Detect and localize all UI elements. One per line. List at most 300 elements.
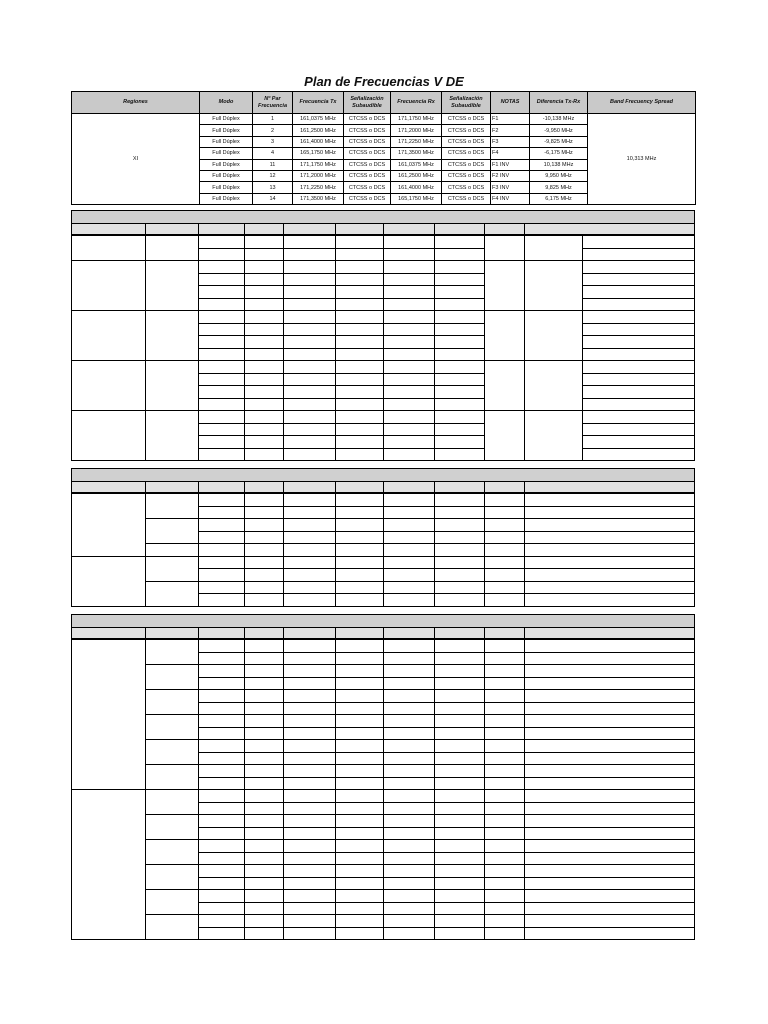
blank-header-cell [484,224,524,236]
blank-cell [384,298,435,311]
blank-cell [245,865,284,878]
blank-cell [284,827,336,840]
blank-cell [146,690,199,715]
blank-cell [582,448,694,461]
blank-cell [524,677,694,690]
blank-cell [146,411,199,461]
blank-cell [245,815,284,828]
blank-cell [146,765,199,790]
blank-cell [582,386,694,399]
blank-cell [435,915,484,928]
blank-cell [284,323,336,336]
blank-table-1 [71,210,695,461]
blank-cell [336,386,384,399]
blank-cell [524,727,694,740]
blank-cell [384,890,435,903]
frecuencia-tx-cell: 161,0375 MHz [293,114,344,125]
blank-cell [284,639,336,652]
blank-cell [484,569,524,582]
blank-cell [582,235,694,248]
blank-cell [384,336,435,349]
blank-cell [245,273,284,286]
blank-header-cell [245,482,284,494]
blank-cell [484,544,524,557]
blank-cell [524,802,694,815]
blank-cell [384,690,435,703]
blank-cell [524,652,694,665]
blank-cell [384,752,435,765]
blank-row [72,493,695,506]
blank-cell [146,519,199,544]
blank-cell [245,877,284,890]
blank-cell [336,411,384,424]
blank-cell [199,298,245,311]
blank-cell [384,581,435,594]
blank-cell [524,544,694,557]
blank-cell [336,298,384,311]
frecuencia-rx-cell: 171,1750 MHz [391,114,442,125]
blank-cell [284,815,336,828]
blank-cell [284,436,336,449]
blank-cell [484,311,524,361]
blank-cell [484,777,524,790]
blank-cell [199,890,245,903]
blank-cell [582,261,694,274]
blank-cell [284,727,336,740]
blank-cell [384,765,435,778]
blank-cell [435,677,484,690]
blank-cell [284,777,336,790]
blank-cell [199,827,245,840]
blank-cell [384,531,435,544]
blank-cell [484,877,524,890]
blank-cell [336,639,384,652]
blank-cell [484,581,524,594]
blank-cell [582,411,694,424]
blank-cell [336,273,384,286]
blank-cell [484,740,524,753]
blank-cell [245,436,284,449]
blank-cell [336,815,384,828]
blank-cell [484,493,524,506]
blank-cell [284,556,336,569]
blank-cell [245,361,284,374]
par-cell: 11 [253,159,293,170]
blank-cell [435,423,484,436]
blank-cell [245,323,284,336]
blank-cell [199,740,245,753]
blank-cell [484,261,524,311]
blank-band [72,615,695,628]
blank-cell [524,715,694,728]
blank-header-cell [284,628,336,640]
diferencia-cell: -6,175 MHz [530,148,588,159]
senalizacion-rx-cell: CTCSS o DCS [442,193,491,204]
blank-cell [199,544,245,557]
blank-cell [284,865,336,878]
blank-cell [484,690,524,703]
senalizacion-tx-cell: CTCSS o DCS [344,136,391,147]
par-cell: 14 [253,193,293,204]
header-modo: Modo [200,92,253,114]
blank-cell [384,436,435,449]
blank-cell [435,594,484,607]
blank-cell [336,336,384,349]
blank-row [72,519,695,532]
blank-header-cell [384,482,435,494]
blank-cell [524,311,582,361]
blank-cell [284,690,336,703]
header-notas: NOTAS [491,92,530,114]
blank-cell [245,373,284,386]
blank-cell [384,702,435,715]
blank-cell [336,348,384,361]
blank-cell [524,765,694,778]
blank-cell [245,544,284,557]
blank-cell [582,323,694,336]
senalizacion-tx-cell: CTCSS o DCS [344,170,391,181]
notas-cell: F4 [491,148,530,159]
blank-cell [199,665,245,678]
blank-cell [336,677,384,690]
blank-cell [435,702,484,715]
blank-cell [524,594,694,607]
blank-cell [435,840,484,853]
blank-cell [582,436,694,449]
notas-cell: F4 INV [491,193,530,204]
blank-cell [336,777,384,790]
blank-row [72,544,695,557]
blank-cell [484,765,524,778]
blank-cell [199,531,245,544]
blank-cell [245,852,284,865]
blank-cell [336,373,384,386]
blank-header-cell [384,224,435,236]
blank-cell [524,519,694,532]
blank-cell [245,802,284,815]
blank-cell [524,235,582,261]
blank-row [72,411,695,424]
blank-cell [384,448,435,461]
blank-cell [199,556,245,569]
blank-row [72,235,695,248]
blank-cell [484,556,524,569]
blank-cell [199,902,245,915]
blank-cell [435,827,484,840]
blank-cell [72,639,146,790]
blank-cell [336,927,384,940]
blank-cell [524,877,694,890]
blank-header-cell [336,628,384,640]
frecuencia-tx-cell: 171,1750 MHz [293,159,344,170]
blank-cell [284,740,336,753]
blank-cell [284,519,336,532]
blank-cell [245,765,284,778]
blank-cell [199,865,245,878]
modo-cell: Full Dúplex [200,159,253,170]
blank-cell [245,386,284,399]
header-band-spread: Band Frecuency Spread [588,92,696,114]
blank-cell [146,915,199,940]
blank-header-cell [435,628,484,640]
par-cell: 12 [253,170,293,181]
blank-header-cell [199,224,245,236]
blank-cell [245,752,284,765]
blank-cell [199,361,245,374]
blank-cell [336,519,384,532]
blank-cell [199,448,245,461]
blank-cell [435,815,484,828]
blank-cell [284,902,336,915]
blank-cell [524,411,582,461]
blank-cell [582,361,694,374]
blank-cell [524,702,694,715]
blank-table-2 [71,468,695,607]
blank-cell [484,665,524,678]
blank-row [72,639,695,652]
blank-cell [245,639,284,652]
senalizacion-rx-cell: CTCSS o DCS [442,170,491,181]
blank-cell [199,273,245,286]
blank-cell [435,581,484,594]
blank-cell [199,398,245,411]
senalizacion-rx-cell: CTCSS o DCS [442,182,491,193]
blank-header-cell [72,224,146,236]
blank-cell [245,915,284,928]
blank-cell [199,423,245,436]
frecuencia-rx-cell: 165,1750 MHz [391,193,442,204]
blank-cell [245,902,284,915]
blank-cell [435,348,484,361]
blank-cell [336,665,384,678]
blank-header-cell [484,628,524,640]
blank-cell [72,361,146,411]
blank-cell [435,665,484,678]
modo-cell: Full Dúplex [200,114,253,125]
blank-cell [72,790,146,940]
blank-cell [245,493,284,506]
blank-cell [245,740,284,753]
blank-cell [524,740,694,753]
blank-cell [336,902,384,915]
blank-cell [245,927,284,940]
blank-cell [435,235,484,248]
notas-cell: F3 INV [491,182,530,193]
blank-row [72,915,695,928]
blank-header-cell [146,482,199,494]
blank-cell [524,890,694,903]
blank-header-cell [524,628,694,640]
blank-cell [336,727,384,740]
blank-row [72,840,695,853]
senalizacion-tx-cell: CTCSS o DCS [344,159,391,170]
diferencia-cell: 9,950 MHz [530,170,588,181]
diferencia-cell: -9,825 MHz [530,136,588,147]
blank-cell [435,715,484,728]
diferencia-cell: 6,175 MHz [530,193,588,204]
blank-cell [524,493,694,506]
blank-cell [284,715,336,728]
blank-row [72,361,695,374]
diferencia-cell: 9,825 MHz [530,182,588,193]
blank-grid [71,468,695,607]
blank-cell [384,386,435,399]
blank-cell [435,690,484,703]
blank-cell [284,373,336,386]
blank-cell [435,652,484,665]
blank-cell [384,927,435,940]
blank-cell [524,752,694,765]
frequency-plan-body [72,114,696,205]
modo-cell: Full Dúplex [200,136,253,147]
blank-cell [435,544,484,557]
blank-cell [484,411,524,461]
blank-cell [582,348,694,361]
blank-cell [199,840,245,853]
blank-cell [435,436,484,449]
blank-cell [435,777,484,790]
blank-cell [384,815,435,828]
blank-cell [284,581,336,594]
blank-cell [199,690,245,703]
blank-cell [245,727,284,740]
blank-cell [484,840,524,853]
modo-cell: Full Dúplex [200,193,253,204]
blank-cell [582,311,694,324]
blank-cell [245,702,284,715]
blank-cell [336,790,384,803]
blank-cell [582,423,694,436]
table-header-row [72,92,696,114]
blank-cell [524,556,694,569]
blank-cell [199,639,245,652]
blank-cell [245,423,284,436]
blank-cell [524,915,694,928]
diferencia-cell: 10,138 MHz [530,159,588,170]
blank-row [72,690,695,703]
frecuencia-rx-cell: 161,2500 MHz [391,170,442,181]
blank-cell [435,373,484,386]
senalizacion-rx-cell: CTCSS o DCS [442,125,491,136]
blank-cell [384,677,435,690]
notas-cell: F3 [491,136,530,147]
blank-cell [245,411,284,424]
blank-cell [284,840,336,853]
senalizacion-tx-cell: CTCSS o DCS [344,125,391,136]
blank-cell [199,235,245,248]
blank-cell [199,411,245,424]
frecuencia-tx-cell: 165,1750 MHz [293,148,344,159]
blank-cell [199,506,245,519]
blank-cell [245,235,284,248]
blank-cell [146,556,199,581]
blank-cell [245,448,284,461]
diferencia-cell: -9,950 MHz [530,125,588,136]
band-spread-cell: 10,313 MHz [588,114,696,205]
blank-cell [435,448,484,461]
blank-cell [72,493,146,556]
blank-cell [524,927,694,940]
blank-row [72,765,695,778]
blank-cell [484,639,524,652]
blank-cell [484,715,524,728]
blank-cell [146,840,199,865]
blank-cell [336,569,384,582]
blank-cell [72,235,146,261]
frecuencia-tx-cell: 171,2000 MHz [293,170,344,181]
blank-cell [435,802,484,815]
blank-cell [524,690,694,703]
blank-cell [435,569,484,582]
blank-cell [199,915,245,928]
blank-cell [384,361,435,374]
blank-cell [524,361,582,411]
blank-cell [245,715,284,728]
blank-cell [484,235,524,261]
blank-cell [72,311,146,361]
blank-row [72,556,695,569]
blank-cell [384,840,435,853]
frecuencia-rx-cell: 171,2000 MHz [391,125,442,136]
blank-cell [245,311,284,324]
blank-cell [199,727,245,740]
blank-cell [435,531,484,544]
blank-cell [524,827,694,840]
blank-cell [146,665,199,690]
blank-cell [336,581,384,594]
blank-cell [384,569,435,582]
blank-table-3 [71,614,695,940]
frecuencia-rx-cell: 171,3500 MHz [391,148,442,159]
blank-row [72,581,695,594]
blank-cell [435,927,484,940]
senalizacion-tx-cell: CTCSS o DCS [344,148,391,159]
region-cell: XI [72,114,200,205]
blank-header-cell [384,628,435,640]
blank-cell [384,373,435,386]
blank-header-cell [484,482,524,494]
blank-cell [582,298,694,311]
blank-cell [582,373,694,386]
blank-cell [199,286,245,299]
blank-cell [146,261,199,311]
blank-header-cell [72,482,146,494]
blank-cell [384,273,435,286]
blank-cell [435,639,484,652]
senalizacion-rx-cell: CTCSS o DCS [442,159,491,170]
blank-grid [71,614,695,940]
blank-cell [384,311,435,324]
frecuencia-tx-cell: 171,3500 MHz [293,193,344,204]
blank-cell [146,544,199,557]
blank-cell [384,915,435,928]
blank-cell [284,790,336,803]
blank-cell [384,493,435,506]
blank-cell [484,752,524,765]
blank-header-cell [435,482,484,494]
blank-cell [435,386,484,399]
blank-cell [484,902,524,915]
blank-cell [245,652,284,665]
blank-cell [245,519,284,532]
blank-cell [484,506,524,519]
blank-cell [384,902,435,915]
blank-cell [484,865,524,878]
blank-cell [524,852,694,865]
header-regiones: Regiones [72,92,200,114]
blank-cell [245,506,284,519]
blank-cell [384,556,435,569]
